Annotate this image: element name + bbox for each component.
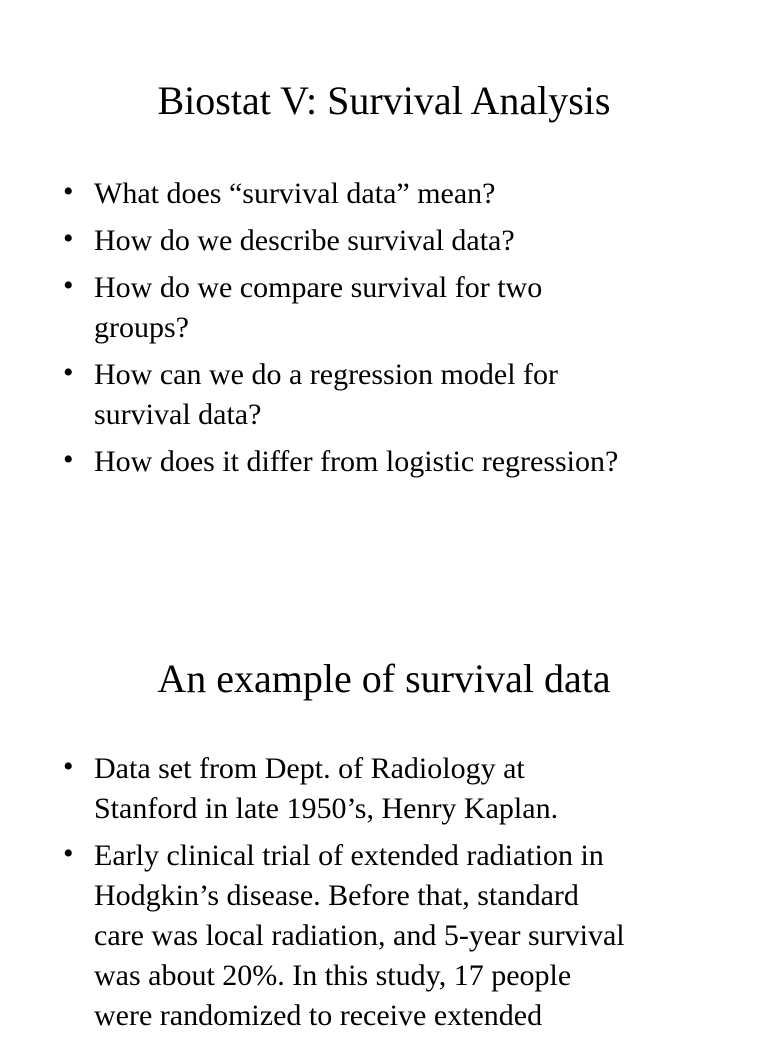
- bullet-item: [0, 749, 706, 829]
- bullet-item: [0, 442, 706, 482]
- bullet-text: Early clinical trial of extended radiation in Hodgkin’s disease. Before that, standard care was local radiation, and 5-year survival was about 20%. In this study, 17 people were randomized to receive extended: [94, 839, 625, 1032]
- bullet-list: [0, 749, 706, 1043]
- bullet-text: How does it differ from logistic regression?: [94, 445, 619, 478]
- bullet-text: How can we do a regression model for survival data?: [94, 358, 559, 431]
- bullet-item: [0, 221, 706, 261]
- bullet-icon: •: [63, 837, 74, 870]
- bullet-item: [0, 174, 706, 214]
- bullet-icon: •: [63, 222, 74, 255]
- bullet-text: Data set from Dept. of Radiology at Stanford in late 1950’s, Henry Kaplan.: [94, 752, 559, 825]
- bullet-icon: •: [63, 443, 74, 476]
- bullet-item: [0, 268, 706, 348]
- bullet-text: How do we compare survival for two groups?: [94, 271, 543, 344]
- bullet-icon: •: [63, 175, 74, 208]
- bullet-item: [0, 355, 706, 435]
- slide-title: Biostat V: Survival Analysis: [157, 78, 611, 123]
- bullet-icon: •: [63, 269, 74, 302]
- bullet-item: [0, 836, 706, 1036]
- bullet-text: How do we describe survival data?: [94, 224, 515, 257]
- bullet-list: [0, 174, 706, 489]
- slide-title: An example of survival data: [157, 656, 611, 701]
- bullet-text: What does “survival data” mean?: [94, 177, 496, 210]
- bullet-icon: •: [63, 750, 74, 783]
- slide-2: [0, 580, 768, 1032]
- bullet-icon: •: [63, 356, 74, 389]
